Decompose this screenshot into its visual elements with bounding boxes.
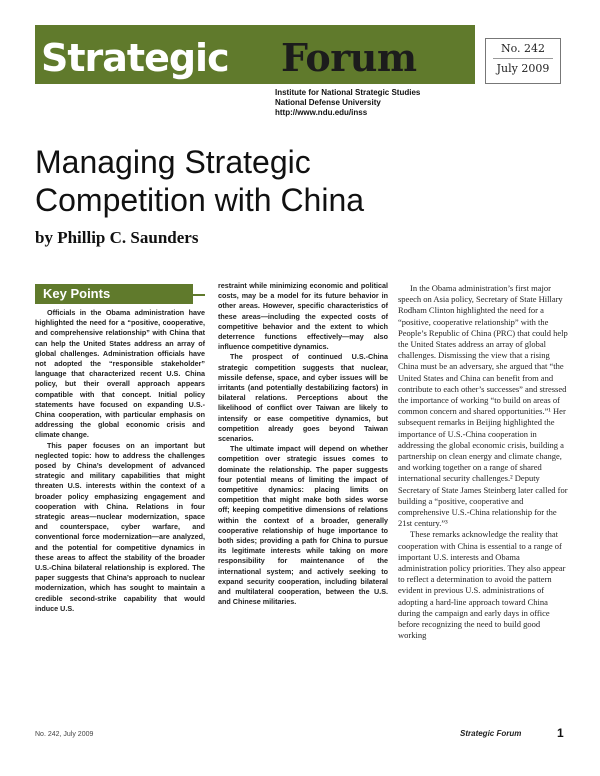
key-points-paragraph: The ultimate impact will depend on whether competition over strategic issues comes to dominate the relationship. The paper suggests four potential means of limiting the impact of competitive dynamics: placing limits on competition that might make both sides worse off; keeping competitive dimensions of relations within the context of a broader, generally cooperative relationship of huge importance to both sides; providing a path for China to pursue its legitimate interests while taking on more responsibility for maintenance of the international system; and actively seeking to expand security cooperation, including bilateral and multilateral cooperation, between the U.S. and Chinese militaries. <box>218 444 388 607</box>
issue-number: No. 242 <box>500 42 546 55</box>
key-points-rule <box>193 294 205 296</box>
issue-date: July 2009 <box>496 62 550 75</box>
title-line-2: Competition with China <box>35 182 365 218</box>
key-points-column-2 <box>218 281 388 608</box>
key-points-column-1 <box>35 308 205 614</box>
body-paragraph: In the Obama administration’s first major speech on Asia policy, Secretary of State Hillary Rodham Clinton highlighted the need for a “positive, cooperative relationship” with the People’s Republic of China (PRC) that could help the United States address an array of global challenges. Dismissing the view that a rising China must be an adversary, she argued that “the United States and China can benefit from and contribute to each other’s successes” and stressed the importance of working “to build on areas of common concern and shared opportunities.”¹ Her subsequent remarks in Beijing highlighted the importance of U.S.-China cooperation in addressing the global economic crisis, building a partnership on clean energy and climate change, and working together on a range of shared international security challenges.² Deputy Secretary of State James Steinberg later called for building a “positive, cooperative and comprehensive U.S.-China relationship for the 21st century.”³ <box>398 283 568 529</box>
institute-url[interactable]: http://www.ndu.edu/inss <box>275 108 368 117</box>
masthead-banner <box>35 25 475 85</box>
issue-divider <box>493 58 553 59</box>
byline: by Phillip C. Saunders <box>35 228 199 247</box>
masthead-word-forum: Forum <box>281 35 417 80</box>
institute-block <box>275 88 420 118</box>
institute-name: Institute for National Strategic Studies <box>275 88 421 97</box>
footer-publication: Strategic Forum <box>460 729 522 738</box>
key-points-paragraph: This paper focuses on an important but neglected topic: how to address the challenges posed by China’s development of advanced strategic and military capabilities that might threaten U.S. interests within the context of a broader policy emphasizing engagement and cooperation with China. Relations in four strategic areas—nuclear modernization, space and counterspace, cyber warfare, and conventional force modernization—are analyzed, and the potential for competitive dynamics in these areas to affect the stability of the broader U.S.-China bilateral relationship is explored. The paper suggests that China’s approach to nuclear modernization, which has sought to maintain a credible second-strike capability that would induce U.S. <box>35 440 205 613</box>
key-points-paragraph: The prospect of continued U.S.-China strategic competition suggests that nuclear, missile defense, space, and cyber issues will be irritants (and potentially destabilizing factors) in bilateral relations. Perceptions about the likelihood of conflict over Taiwan are likely to intensify or ease competitive dynamics, but competition already goes beyond Taiwan scenarios. <box>218 352 388 444</box>
key-points-paragraph: restraint while minimizing economic and political costs, may be a model for its future behavior in other areas. However, specific characteristics of these areas—including the expected costs of competitive behavior and the extent to which deterrence functions effectively—may also influence competitive dynamics. <box>218 281 388 352</box>
masthead-word-strategic: Strategic <box>41 36 229 80</box>
page-title <box>35 143 555 219</box>
key-points-header <box>35 284 193 304</box>
key-points-paragraph: Officials in the Obama administration have highlighted the need for a “positive, cooperative, and comprehensive relationship” with China that can help the United States address an array of global challenges. Administration officials have not adopted the “responsible stakeholder” language that characterized recent U.S. China policy, but their overall approach appears compatible with that concept. Initial policy statements have focused on expanding U.S.-China cooperation, with particular emphasis on addressing the global economic crisis and climate change. <box>35 308 205 440</box>
title-line-1: Managing Strategic <box>35 144 311 180</box>
page-number: 1 <box>557 726 564 740</box>
university-name: National Defense University <box>275 98 381 107</box>
issue-box <box>485 38 561 84</box>
key-points-label: Key Points <box>43 286 111 301</box>
footer-issue: No. 242, July 2009 <box>35 731 94 738</box>
masthead-divider <box>35 84 475 86</box>
body-paragraph: These remarks acknowledge the reality that cooperation with China is essential to a range of important U.S. interests and Obama administration policy priorities. They also appear to reflect a determination to avoid the pattern evident in previous U.S. administrations of adopting a hard-line approach toward China during the campaign and early days in office before recognizing the need to build good working <box>398 529 566 641</box>
body-column <box>398 283 570 642</box>
